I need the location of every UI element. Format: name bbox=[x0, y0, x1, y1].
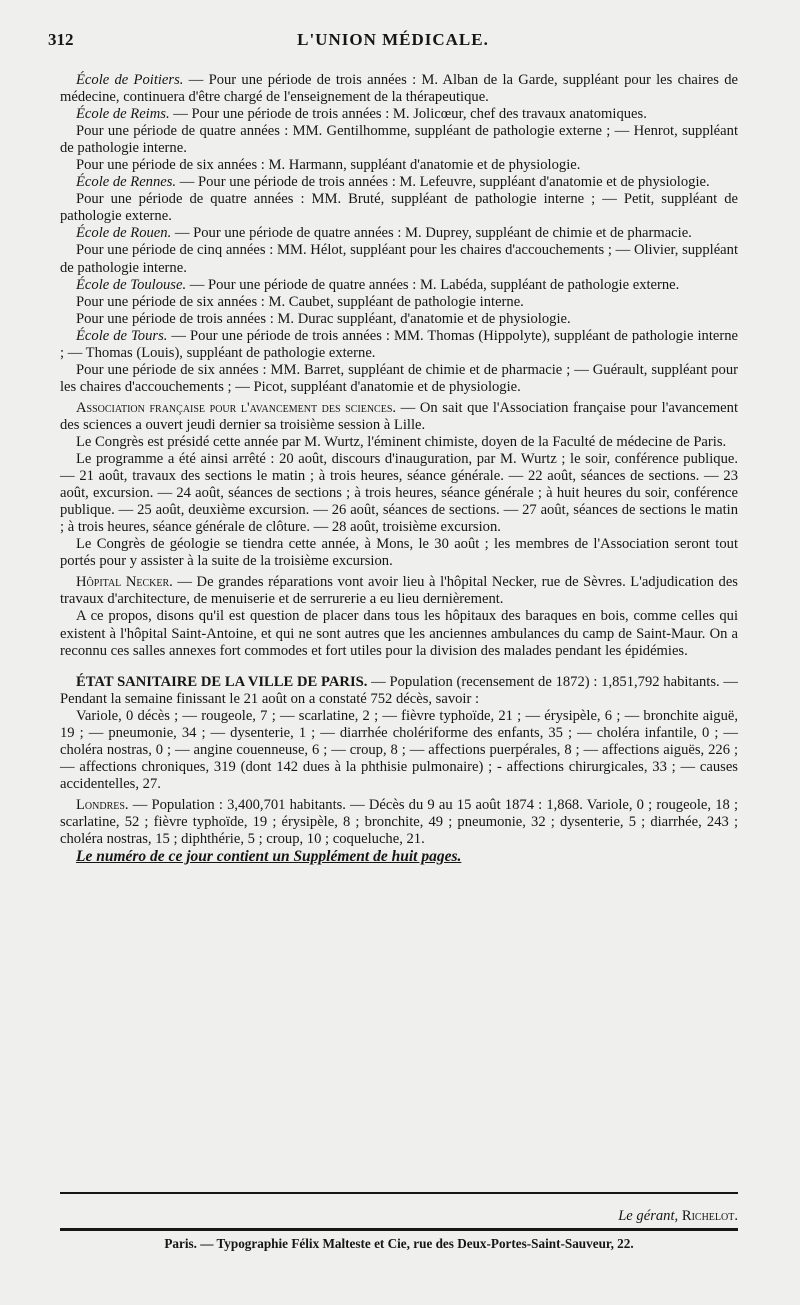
appointment-paragraph bbox=[60, 174, 738, 191]
geology-congress-paragraph: Le Congrès de géologie se tiendra cette année, à Mons, le 30 août ; les membres de l'Association seront tout portés pour y assister à la suite de la troisième excursion. bbox=[60, 536, 738, 570]
association-text-0: — On sait que l'Association française pour l'avancement des sciences a ouvert jeudi dernier sa troisième session à Lille. bbox=[60, 399, 739, 433]
running-head: L'UNION MÉDICALE. bbox=[297, 30, 489, 49]
appointment-text: Pour une période de trois années : M. Durac suppléant, d'anatomie et de physiologie. bbox=[76, 310, 571, 327]
etat-sanitaire-paragraph bbox=[60, 674, 738, 708]
necker-paragraph bbox=[60, 574, 738, 608]
appointment-text: Pour une période de quatre années : MM. Bruté, suppléant de pathologie interne ; — Petit, suppléant de pathologie externe. bbox=[60, 191, 738, 225]
footer-rule bbox=[60, 1192, 738, 1194]
appointment-text: Pour une période de six années : M. Caubet, suppléant de pathologie interne. bbox=[76, 293, 524, 310]
appointment-paragraph bbox=[60, 362, 738, 396]
appointment-text: Pour une période de six années : M. Harmann, suppléant d'anatomie et de physiologie. bbox=[76, 157, 581, 174]
appointment-paragraph bbox=[60, 157, 738, 174]
appointment-text: — Pour une période de trois années : M. Jolicœur, chef des travaux anatomiques. bbox=[169, 106, 647, 123]
appointment-paragraph bbox=[60, 294, 738, 311]
association-paragraph bbox=[60, 400, 738, 434]
footer-double-rule bbox=[60, 1228, 738, 1231]
printer-imprint: Paris. — Typographie Félix Malteste et Cie, rue des Deux-Portes-Saint-Sauveur, 22. bbox=[164, 1236, 634, 1251]
congress-president-paragraph: Le Congrès est présidé cette année par M. Wurtz, l'éminent chimiste, doyen de la Faculté de médecine de Paris. bbox=[76, 433, 727, 450]
appointment-paragraph bbox=[60, 191, 738, 225]
appointment-paragraph bbox=[60, 277, 738, 294]
appointment-paragraph bbox=[60, 328, 738, 362]
school-name: École de Rouen. bbox=[76, 225, 172, 242]
association-heading: Association française pour l'avancement des sciences. bbox=[76, 399, 397, 416]
school-name: École de Reims. bbox=[76, 106, 170, 123]
appointment-text: Pour une période de quatre années : MM. Gentilhomme, suppléant de pathologie externe ; — Henrot, suppléant de pathologie interne. bbox=[60, 123, 738, 157]
londres-heading: Londres. bbox=[76, 796, 129, 813]
necker-text-0: — De grandes réparations vont avoir lieu à l'hôpital Necker, rue de Sèvres. L'adjudication des travaux d'architecture, de menuiserie et de serrurerie a eu lieu dernièrement. bbox=[60, 574, 738, 608]
etat-sanitaire-text: — Population (recensement de 1872) : 1,851,792 habitants. — Pendant la semaine finissant le 21 août on a constaté 752 décès, savoir : bbox=[60, 673, 738, 707]
appointment-paragraph bbox=[60, 225, 738, 242]
londres-paragraph bbox=[60, 797, 738, 848]
appointment-paragraph bbox=[60, 123, 738, 157]
appointment-text: — Pour une période de quatre années : M. Labéda, suppléant de pathologie externe. bbox=[186, 276, 680, 293]
appointments-section bbox=[60, 72, 738, 396]
appointment-text: Pour une période de cinq années : MM. Hélot, suppléant pour les chaires d'accouchements ; — Olivier, suppléant de pathologie interne. bbox=[60, 242, 738, 276]
appointment-paragraph bbox=[60, 242, 738, 276]
page-header bbox=[48, 30, 738, 54]
appointment-paragraph bbox=[60, 106, 738, 123]
school-name: École de Poitiers. bbox=[76, 72, 184, 88]
appointment-text: — Pour une période de trois années : M. Lefeuvre, suppléant d'anatomie et de physiologie. bbox=[176, 174, 710, 191]
necker-heading: Hôpital Necker. bbox=[76, 574, 173, 591]
congress-programme-paragraph: Le programme a été ainsi arrêté : 20 août, discours d'inauguration, par M. Wurtz ; le soir, conférence publique. — 21 août, travaux des sections le matin ; à trois heures, séance générale. — 22 août, séances de sections. — 23 août, excursion. — 24 août, séances de sections ; à trois heures, séance générale ; à huit heures du soir, conférence publique. — 25 août, deuxième excursion. — 26 août, séances de sections. — 27 août, séances de sections le matin ; à trois heures, séance générale de clôture. — 28 août, troisième excursion. bbox=[60, 451, 738, 536]
appointment-paragraph bbox=[60, 311, 738, 328]
gerant-label: Le gérant, bbox=[618, 1208, 679, 1224]
etat-sanitaire-heading: ÉTAT SANITAIRE DE LA VILLE DE PARIS. bbox=[76, 673, 368, 690]
gerant-line bbox=[60, 1208, 738, 1225]
school-name: École de Tours. bbox=[76, 327, 168, 344]
appointment-text: — Pour une période de trois années : M. Alban de la Garde, suppléant pour les chaires de médecine, continuera d'être chargé de l'enseignement de la thérapeutique. bbox=[60, 72, 738, 106]
gerant-name: Richelot. bbox=[681, 1208, 738, 1224]
supplement-notice: Le numéro de ce jour contient un Supplément de huit pages. bbox=[76, 848, 462, 866]
paris-mortality-paragraph: Variole, 0 décès ; — rougeole, 7 ; — scarlatine, 2 ; — fièvre typhoïde, 21 ; — érysipèle, 6 ; — bronchite aiguë, 19 ; — pneumonie, 34 ; — dysenterie, 1 ; — diarrhée cholériforme des enfants, 35 ; — choléra infantile, 0 ; — choléra nostras, 0 ; — angine couenneuse, 6 ; — croup, 8 ; — affections puerpérales, 8 ; — affections aiguës, 226 ; — affections chroniques, 319 (dont 142 dues à la phthisie pulmonaire) ; - affections chirurgicales, 33 ; — causes accidentelles, 27. bbox=[60, 707, 738, 792]
article-body bbox=[60, 72, 738, 865]
londres-text: — Population : 3,400,701 habitants. — Décès du 9 au 15 août 1874 : 1,868. Variole, 0 ; rougeole, 18 ; scarlatine, 52 ; fièvre typhoïde, 19 ; érysipèle, 8 ; bronchite, 49 ; pneumonie, 32 ; dysenterie, 5 ; diarrhée, 243 ; choléra nostras, 15 ; diphthérie, 5 ; croup, 10 ; coqueluche, 21. bbox=[60, 796, 738, 848]
appointment-text: Pour une période de six années : MM. Barret, suppléant de chimie et de pharmacie ; — Guérault, suppléant pour les chaires d'accouchements ; — Picot, suppléant d'anatomie et de physiologie. bbox=[60, 361, 738, 395]
school-name: École de Toulouse. bbox=[76, 276, 187, 293]
baraques-paragraph: A ce propos, disons qu'il est question de placer dans tous les hôpitaux des baraques en bois, comme celles qui existent à l'hôpital Saint-Antoine, et qui ne sont autres que les anciennes ambulances du camp de Saint-Maur. On a reconnu ces salles annexes fort commodes et fort utiles pour la division des malades pendant les épidémies. bbox=[60, 608, 738, 659]
appointment-text: — Pour une période de trois années : MM. Thomas (Hippolyte), suppléant de pathologie interne ; — Thomas (Louis), suppléant de pathologie externe. bbox=[60, 327, 738, 361]
school-name: École de Rennes. bbox=[76, 174, 177, 191]
page-number: 312 bbox=[48, 30, 74, 49]
appointment-text: — Pour une période de quatre années : M. Duprey, suppléant de chimie et de pharmacie. bbox=[171, 225, 692, 242]
appointment-paragraph bbox=[60, 72, 738, 106]
